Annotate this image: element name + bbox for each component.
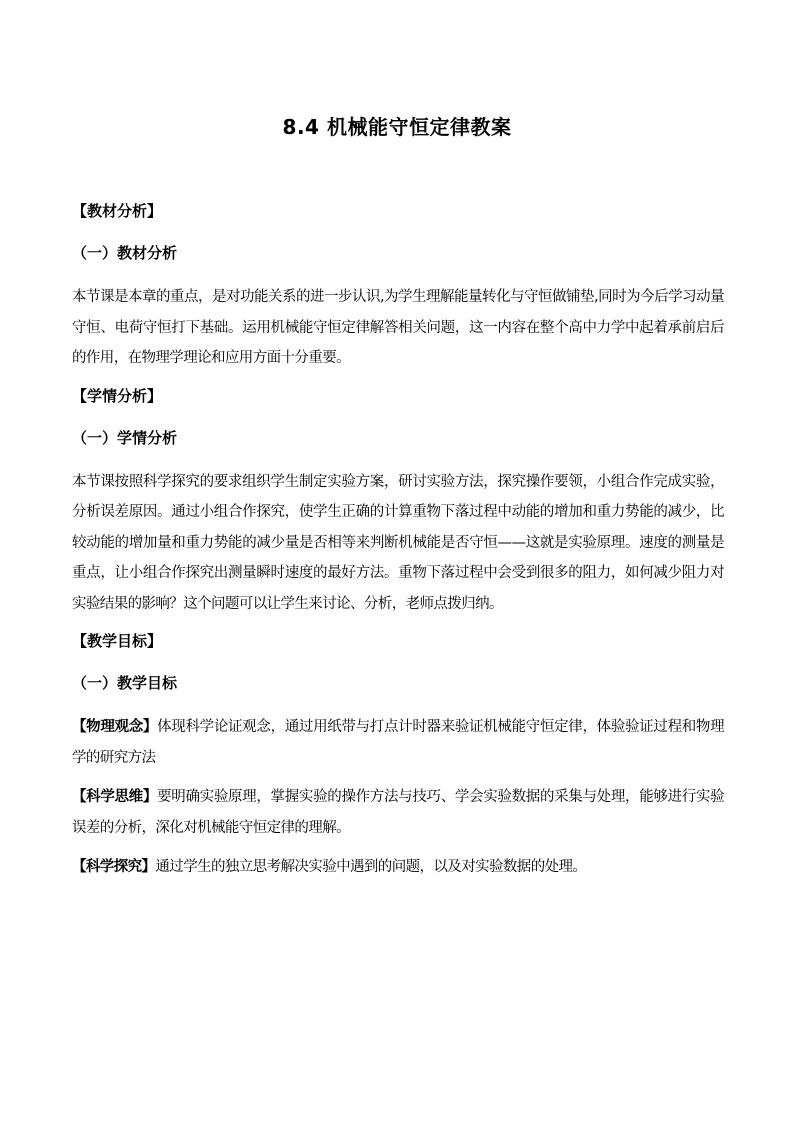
section-heading-students: 【学情分析】 bbox=[72, 386, 163, 405]
subheading-teaching-goals: （一）教学目标 bbox=[72, 674, 178, 692]
section-heading-textbook: 【教材分析】 bbox=[72, 202, 163, 220]
subheading-student-analysis: （一）学情分析 bbox=[72, 428, 178, 447]
goal-scientific-thinking bbox=[72, 782, 724, 843]
document-body bbox=[72, 198, 724, 892]
goal-physics-concept bbox=[72, 712, 724, 773]
goal-text-physics-concept: 体现科学论证观念，通过用纸带与打点计时器来验证机械能守恒定律，体验验证过程和物理学的研究方法 bbox=[72, 719, 725, 766]
paragraph-textbook-analysis: 本节课是本章的重点，是对功能关系的进一步认识,为学生理解能量转化与守恒做铺垫,同时为今后学习动量守恒、电荷守恒打下基础。运用机械能守恒定律解答相关问题，这一内容在整个高中力学中起着承前启后的作用，在物理学理论和应用方面十分重要。 bbox=[72, 289, 724, 366]
goal-text-scientific-thinking: 要明确实验原理，掌握实验的操作方法与技巧、学会实验数据的采集与处理，能够进行实验误差的分析，深化对机械能守恒定律的理解。 bbox=[72, 789, 725, 836]
goal-label-scientific-inquiry: 【科学探究】 bbox=[72, 859, 156, 875]
goal-label-scientific-thinking: 【科学思维】 bbox=[72, 789, 158, 805]
section-heading-goals: 【教学目标】 bbox=[72, 632, 163, 650]
paragraph-student-analysis: 本节课按照科学探究的要求组织学生制定实验方案，研讨实验方法，探究操作要领，小组合作完成实验，分析误差原因。通过小组合作探究，使学生正确的计算重物下落过程中动能的增加和重力势能的减少，比较动能的增加量和重力势能的减少量是否相等来判断机械能是否守恒——这就是实验原理。速度的测量是重点，让小组合作探究出测量瞬时速度的最好方法。重物下落过程中会受到很多的阻力，如何减少阻力对实验结果的影响？这个问题可以让学生来讨论、分析，老师点拨归纳。 bbox=[72, 473, 724, 612]
document-title: 8.4 机械能守恒定律教案 bbox=[282, 115, 512, 139]
goal-label-physics-concept: 【物理观念】 bbox=[72, 719, 158, 735]
subheading-textbook-analysis: （一）教材分析 bbox=[72, 244, 178, 262]
goal-scientific-inquiry bbox=[72, 852, 724, 883]
goal-text-scientific-inquiry: 通过学生的独立思考解决实验中遇到的问题，以及对实验数据的处理。 bbox=[155, 859, 587, 875]
